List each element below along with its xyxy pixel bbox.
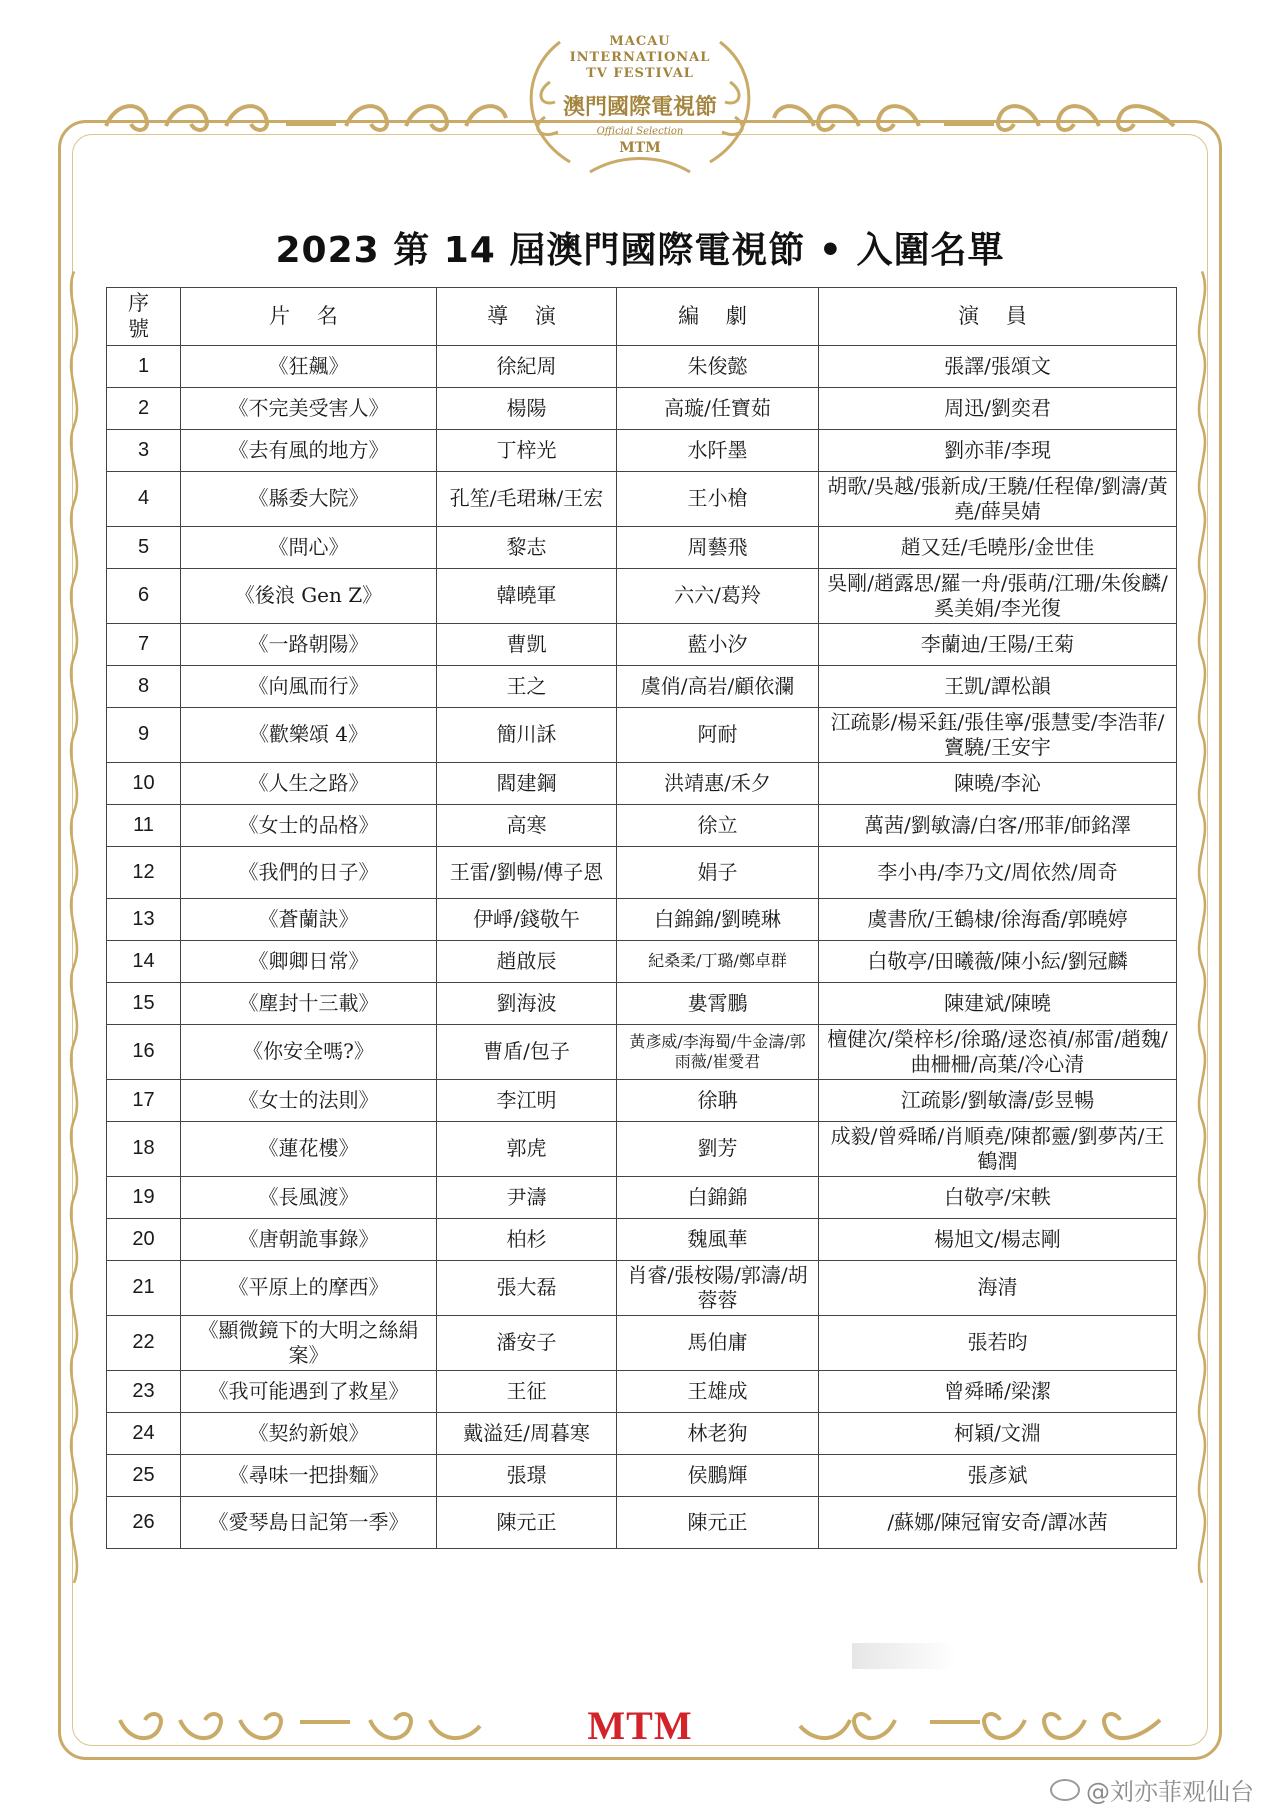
row-title: 《縣委大院》 (181, 471, 437, 526)
row-title: 《我們的日子》 (181, 846, 437, 898)
row-cast: 成毅/曾舜晞/肖順堯/陳都靈/劉夢芮/王鶴潤 (819, 1121, 1177, 1176)
row-number: 2 (107, 387, 181, 429)
row-cast: /蘇娜/陳冠甯安奇/譚冰茜 (819, 1496, 1177, 1548)
row-director: 王征 (437, 1370, 617, 1412)
row-director: 郭虎 (437, 1121, 617, 1176)
row-cast: 李小冉/李乃文/周依然/周奇 (819, 846, 1177, 898)
row-title: 《後浪 Gen Z》 (181, 568, 437, 623)
ornament-scroll-left (96, 96, 516, 136)
row-cast: 張若昀 (819, 1315, 1177, 1370)
ornament-scroll-right (764, 96, 1184, 136)
row-director: 孔笙/毛珺琳/王宏 (437, 471, 617, 526)
row-director: 楊陽 (437, 387, 617, 429)
ornament-side-left (62, 160, 86, 1720)
table-row (107, 804, 1177, 846)
row-director: 簡川訸 (437, 707, 617, 762)
row-writer: 白錦錦/劉曉琳 (617, 898, 819, 940)
row-title: 《女士的品格》 (181, 804, 437, 846)
ornament-side-right (1190, 160, 1214, 1720)
row-number: 10 (107, 762, 181, 804)
row-title: 《不完美受害人》 (181, 387, 437, 429)
table-header-row (107, 288, 1177, 346)
row-writer: 魏風華 (617, 1218, 819, 1260)
row-cast: 吳剛/趙露思/羅一舟/張萌/江珊/朱俊麟/奚美娟/李光復 (819, 568, 1177, 623)
row-director: 丁梓光 (437, 429, 617, 471)
row-number: 15 (107, 982, 181, 1024)
table-row (107, 1121, 1177, 1176)
header-cast: 演 員 (819, 288, 1177, 346)
row-cast: 江疏影/楊采鈺/張佳寧/張慧雯/李浩菲/竇驍/王安宇 (819, 707, 1177, 762)
row-writer: 陳元正 (617, 1496, 819, 1548)
row-cast: 張彥斌 (819, 1454, 1177, 1496)
row-writer: 婁霄鵬 (617, 982, 819, 1024)
row-writer: 白錦錦 (617, 1176, 819, 1218)
row-title: 《向風而行》 (181, 665, 437, 707)
row-writer: 朱俊懿 (617, 345, 819, 387)
table-row (107, 1260, 1177, 1315)
table-row (107, 526, 1177, 568)
header-title: 片 名 (181, 288, 437, 346)
row-writer: 洪靖惠/禾夕 (617, 762, 819, 804)
row-number: 26 (107, 1496, 181, 1548)
watermark-text: @刘亦菲观仙台 (1086, 1778, 1254, 1806)
table-row (107, 623, 1177, 665)
row-number: 4 (107, 471, 181, 526)
row-number: 20 (107, 1218, 181, 1260)
table-body (107, 345, 1177, 1548)
table-row (107, 1315, 1177, 1370)
row-number: 19 (107, 1176, 181, 1218)
row-title: 《一路朝陽》 (181, 623, 437, 665)
row-title: 《契約新娘》 (181, 1412, 437, 1454)
table-row (107, 1218, 1177, 1260)
row-writer: 紀桑柔/丁璐/鄭卓群 (617, 940, 819, 982)
row-title: 《蒼蘭訣》 (181, 898, 437, 940)
row-cast: 李蘭迪/王陽/王菊 (819, 623, 1177, 665)
row-number: 18 (107, 1121, 181, 1176)
row-title: 《尋味一把掛麵》 (181, 1454, 437, 1496)
table-row (107, 1412, 1177, 1454)
table-row (107, 1024, 1177, 1079)
row-cast: 海清 (819, 1260, 1177, 1315)
row-title: 《人生之路》 (181, 762, 437, 804)
row-writer: 林老狗 (617, 1412, 819, 1454)
table-row (107, 1454, 1177, 1496)
row-cast: 楊旭文/楊志剛 (819, 1218, 1177, 1260)
table-row (107, 429, 1177, 471)
header-director: 導 演 (437, 288, 617, 346)
row-director: 曹凱 (437, 623, 617, 665)
table-row (107, 940, 1177, 982)
row-cast: 虞書欣/王鶴棣/徐海喬/郭曉婷 (819, 898, 1177, 940)
row-writer: 馬伯庸 (617, 1315, 819, 1370)
table-row (107, 471, 1177, 526)
row-title: 《唐朝詭事錄》 (181, 1218, 437, 1260)
row-number: 5 (107, 526, 181, 568)
row-title: 《問心》 (181, 526, 437, 568)
row-number: 23 (107, 1370, 181, 1412)
row-number: 14 (107, 940, 181, 982)
header-writer: 編 劇 (617, 288, 819, 346)
row-cast: 檀健次/榮梓杉/徐璐/逯恣禎/郝雷/趙魏/曲柵柵/高葉/冷心清 (819, 1024, 1177, 1079)
row-writer: 徐立 (617, 804, 819, 846)
row-writer: 王小槍 (617, 471, 819, 526)
row-cast: 周迅/劉奕君 (819, 387, 1177, 429)
row-cast: 張譯/張頌文 (819, 345, 1177, 387)
row-number: 9 (107, 707, 181, 762)
row-writer: 六六/葛羚 (617, 568, 819, 623)
row-number: 24 (107, 1412, 181, 1454)
footer-mtm-logo: MTM (587, 1703, 693, 1748)
row-number: 22 (107, 1315, 181, 1370)
row-number: 25 (107, 1454, 181, 1496)
row-writer: 肖睿/張桉陽/郭濤/胡蓉蓉 (617, 1260, 819, 1315)
table-row (107, 982, 1177, 1024)
row-writer: 劉芳 (617, 1121, 819, 1176)
row-director: 曹盾/包子 (437, 1024, 617, 1079)
row-director: 趙啟辰 (437, 940, 617, 982)
row-number: 6 (107, 568, 181, 623)
row-director: 王之 (437, 665, 617, 707)
row-number: 16 (107, 1024, 181, 1079)
table-row (107, 1079, 1177, 1121)
row-director: 伊崢/錢敬午 (437, 898, 617, 940)
row-number: 3 (107, 429, 181, 471)
row-director: 閻建鋼 (437, 762, 617, 804)
logo-en-line-2: INTERNATIONAL (569, 50, 711, 65)
weibo-icon (1050, 1779, 1080, 1801)
row-director: 徐紀周 (437, 345, 617, 387)
row-title: 《愛琴島日記第一季》 (181, 1496, 437, 1548)
row-cast: 王凱/譚松韻 (819, 665, 1177, 707)
logo-en-line-1: MACAU (609, 34, 671, 49)
row-director: 韓曉軍 (437, 568, 617, 623)
row-writer: 周藝飛 (617, 526, 819, 568)
row-cast: 柯穎/文淵 (819, 1412, 1177, 1454)
page-title: 2023 第 14 屆澳門國際電視節 • 入圍名單 (275, 230, 1005, 271)
table-row (107, 898, 1177, 940)
row-title: 《女士的法則》 (181, 1079, 437, 1121)
table-row (107, 387, 1177, 429)
row-writer: 徐聃 (617, 1079, 819, 1121)
row-director: 李江明 (437, 1079, 617, 1121)
header-number: 序號 (107, 288, 181, 346)
row-title: 《塵封十三載》 (181, 982, 437, 1024)
row-cast: 劉亦菲/李現 (819, 429, 1177, 471)
row-number: 11 (107, 804, 181, 846)
row-title: 《蓮花樓》 (181, 1121, 437, 1176)
row-title: 《我可能遇到了救星》 (181, 1370, 437, 1412)
row-director: 戴溢廷/周暮寒 (437, 1412, 617, 1454)
row-number: 8 (107, 665, 181, 707)
row-number: 17 (107, 1079, 181, 1121)
table-row (107, 345, 1177, 387)
table-row (107, 707, 1177, 762)
row-director: 張大磊 (437, 1260, 617, 1315)
row-title: 《歡樂頌 4》 (181, 707, 437, 762)
row-number: 7 (107, 623, 181, 665)
row-cast: 江疏影/劉敏濤/彭昱暢 (819, 1079, 1177, 1121)
logo-mtm: MTM (619, 140, 661, 156)
row-cast: 陳曉/李沁 (819, 762, 1177, 804)
logo-zh-name: 澳門國際電視節 (562, 94, 717, 120)
row-writer: 高璇/任寶茹 (617, 387, 819, 429)
row-cast: 胡歌/吳越/張新成/王驍/任程偉/劉濤/黃堯/薛昊婧 (819, 471, 1177, 526)
row-title: 《狂飆》 (181, 345, 437, 387)
row-title: 《長風渡》 (181, 1176, 437, 1218)
table-row (107, 1370, 1177, 1412)
row-director: 柏杉 (437, 1218, 617, 1260)
row-title: 《顯微鏡下的大明之絲絹案》 (181, 1315, 437, 1370)
row-writer: 藍小汐 (617, 623, 819, 665)
row-writer: 娟子 (617, 846, 819, 898)
row-cast: 萬茜/劉敏濤/白客/邢菲/師銘澤 (819, 804, 1177, 846)
table-row (107, 1176, 1177, 1218)
row-cast: 白敬亭/田曦薇/陳小紜/劉冠麟 (819, 940, 1177, 982)
row-director: 張璟 (437, 1454, 617, 1496)
row-director: 劉海波 (437, 982, 617, 1024)
row-director: 尹濤 (437, 1176, 617, 1218)
table-row (107, 665, 1177, 707)
festival-logo (500, 22, 780, 182)
logo-selection-text: Official Selection (596, 126, 684, 137)
row-cast: 陳建斌/陳曉 (819, 982, 1177, 1024)
row-number: 21 (107, 1260, 181, 1315)
row-writer: 王雄成 (617, 1370, 819, 1412)
row-writer: 虞俏/高岩/顧依瀾 (617, 665, 819, 707)
row-cast: 白敬亭/宋軼 (819, 1176, 1177, 1218)
row-director: 王雷/劉暢/傅子恩 (437, 846, 617, 898)
row-title: 《平原上的摩西》 (181, 1260, 437, 1315)
row-director: 高寒 (437, 804, 617, 846)
row-title: 《你安全嗎?》 (181, 1024, 437, 1079)
row-number: 12 (107, 846, 181, 898)
row-director: 黎志 (437, 526, 617, 568)
table-row (107, 762, 1177, 804)
row-number: 13 (107, 898, 181, 940)
row-cast: 曾舜晞/梁潔 (819, 1370, 1177, 1412)
row-writer: 水阡墨 (617, 429, 819, 471)
redaction-smudge (852, 1643, 1002, 1669)
row-cast: 趙又廷/毛曉彤/金世佳 (819, 526, 1177, 568)
logo-en-line-3: TV FESTIVAL (586, 66, 694, 81)
nominee-table (106, 287, 1177, 1549)
table-row (107, 846, 1177, 898)
row-number: 1 (107, 345, 181, 387)
row-title: 《去有風的地方》 (181, 429, 437, 471)
row-title: 《卿卿日常》 (181, 940, 437, 982)
watermark (1050, 1772, 1254, 1807)
row-writer: 阿耐 (617, 707, 819, 762)
row-director: 潘安子 (437, 1315, 617, 1370)
table-row (107, 568, 1177, 623)
row-writer: 侯鵬輝 (617, 1454, 819, 1496)
row-writer: 黃彥威/李海蜀/牛金濤/郭雨薇/崔愛君 (617, 1024, 819, 1079)
table-row (107, 1496, 1177, 1548)
row-director: 陳元正 (437, 1496, 617, 1548)
